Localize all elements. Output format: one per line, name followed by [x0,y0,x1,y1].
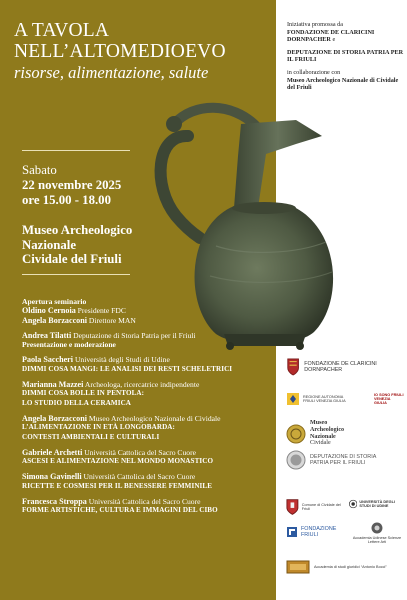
event-datetime [22,163,121,208]
speaker-name: Andrea Tilatti [22,330,72,340]
logo-deputazione-label: DEPUTAZIONE DI STORIA PATRIA PER IL FRIULI [310,453,376,466]
poster-title [14,20,269,83]
opening-block [22,297,280,325]
speaker-name: Simona Gavinelli [22,472,82,482]
divider-top [22,150,130,151]
promoter-1-suffix: e [332,36,336,44]
logo-accademia-studi [286,560,404,574]
logo-accademia-studi-label: Accademia di studi giuridici “Antonio Bocci” [314,564,387,569]
talk-item [22,448,280,467]
talk-title-line-2: CONTESTI AMBIENTALI E CULTURALI [22,432,160,441]
venue-line-3: Cividale del Friuli [22,252,122,266]
speaker-name: Francesca Stroppa [22,497,87,507]
logo-comune [286,498,346,516]
seal-icon [286,450,306,470]
program [22,297,280,522]
speaker-role: Direttore MAN [88,315,136,325]
promoter-1: FONDAZIONE DE CLARICINI DORNPACHER [287,28,375,44]
logo-fondazione-label: FONDAZIONE DE CLARICINI DORNPACHER [304,360,377,373]
speaker-affiliation: Università Cattolica del Sacro Cuore [84,447,196,457]
speaker-affiliation: Università degli Studi di Udine [74,355,170,365]
university-seal-icon [349,498,357,510]
talk-item [22,414,280,442]
speaker-name: Paola Saccheri [22,355,74,365]
logo-universita [349,498,405,510]
speaker-affiliation: Università Cattolica del Sacro Cuore [83,472,196,482]
crest-icon [286,356,300,378]
talk-title: L’ALIMENTAZIONE IN ETÀ LONGOBARDA: [22,423,175,432]
collab-label: in collaborazione con [287,68,341,76]
speaker-role: Presidente FDC [77,306,126,316]
logo-accademia [349,522,405,545]
speaker-affiliation: Museo Archeologico Nazionale di Cividale [88,413,221,423]
title-line-2: NELL’ALTOMEDIOEVO [14,41,226,62]
accademia-seal-icon [371,522,383,534]
accademia-studi-icon [286,560,310,574]
speaker-name: Oldino Cernoia [22,306,76,316]
divider-bottom [22,274,130,275]
eagle-icon [286,392,300,406]
speaker-name: Angela Borzacconi [22,315,87,325]
speaker-affiliation: Deputazione di Storia Patria per il Friuli [73,330,196,340]
speaker-affiliation: Archeologa, ricercatrice indipendente [84,380,200,390]
venue-line-1: Museo Archeologico [22,223,133,237]
talk-item [22,355,280,374]
logo-regione-label: REGIONE AUTONOMA FRIULI VENEZIA GIULIA [303,394,346,403]
museo-line-4: Cividale [310,440,331,447]
title-subtitle: risorse, alimentazione, salute [14,63,209,82]
museo-line-1: Museo [310,420,328,426]
event-time: ore 15.00 - 18.00 [22,193,111,207]
coin-icon [286,424,306,444]
logo-universita-label: UNIVERSITÀ DEGLI STUDI DI UDINE [359,499,395,508]
logo-fondazione [286,356,404,378]
talk-item [22,497,280,516]
fondazione-friuli-icon [286,526,298,538]
intro-note: Presentazione e moderazione [22,340,116,350]
logo-fondazione-friuli [286,526,348,538]
logo-comune-label: Comune di Cividale del Friuli [301,502,341,511]
speaker-name: Marianna Mazzei [22,380,84,390]
logo-deputazione [286,450,404,470]
event-day: Sabato [22,163,57,177]
talk-item [22,472,280,491]
title-line-1: A TAVOLA [14,20,110,41]
speaker-name: Angela Borzacconi [22,413,87,423]
logo-accademia-label: Accademia Udinese Scienze Lettere Arti [352,536,402,545]
museo-line-3: Nazionale [310,433,336,440]
talk-title: DIMMI COSA BOLLE IN PENTOLA: [22,389,145,398]
collaborator: Museo Archeologico Nazionale di Cividale del Friuli [287,76,399,92]
promo-label: Iniziativa promossa da [287,21,344,28]
city-crest-icon [286,498,299,516]
organizers [287,21,405,92]
talk-title: ASCESI E ALIMENTAZIONE NEL MONDO MONASTICO [22,457,214,466]
event-venue [22,223,132,267]
talk-item [22,380,280,408]
event-date: 22 novembre 2025 [22,178,122,192]
speaker-affiliation: Università Cattolica del Sacro Cuore [88,497,201,507]
opening-label: Apertura seminario [22,297,87,306]
talk-title: RICETTE E COSMESI PER IL BENESSERE FEMMINILE [22,481,213,490]
logo-museo [286,420,404,447]
logo-regione [286,392,404,406]
intro-block [22,331,280,350]
venue-line-2: Nazionale [22,237,77,252]
talk-title: FORME ARTISTICHE, CULTURA E IMMAGINI DEL CIBO [22,506,218,515]
talk-title-line-2: LO STUDIO DELLA CERAMICA [22,398,132,407]
speaker-name: Gabriele Archetti [22,447,83,457]
logo-fondazione-friuli-label: FONDAZIONE FRIULI [301,526,337,539]
museo-line-2: Archeologico [310,426,345,433]
logo-io-sono: IO SONO FRIULI VENEZIA GIULIA [374,392,404,406]
talk-title: DIMMI COSA MANGI: LE ANALISI DEI RESTI SCHELETRICI [22,364,233,373]
promoter-2: DEPUTAZIONE DI STORIA PATRIA PER IL FRIULI [287,48,404,64]
